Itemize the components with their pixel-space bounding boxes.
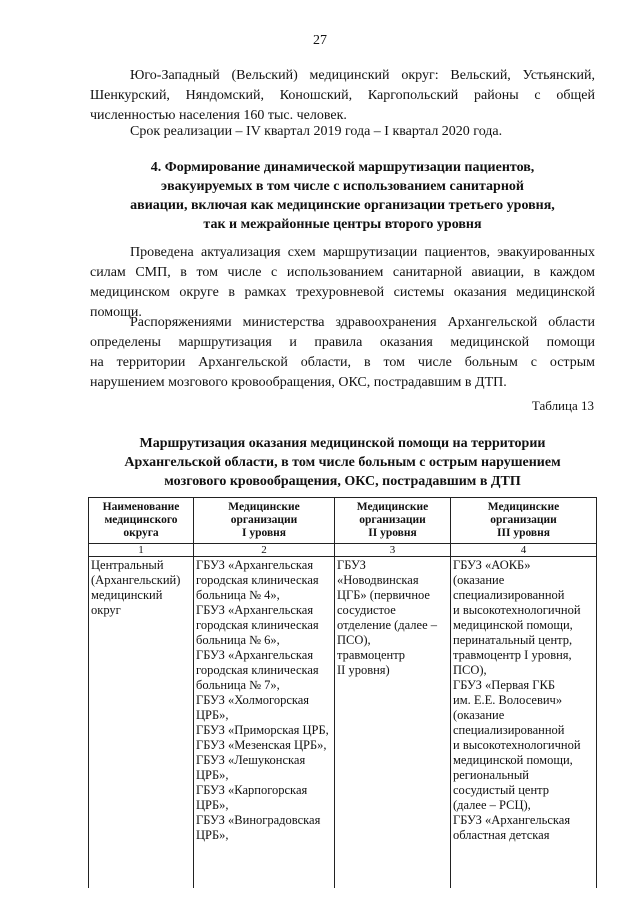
cell-line: ГБУЗ «Архангельская: [196, 558, 314, 572]
header-line: Медицинские: [228, 501, 300, 513]
heading-line: авиации, включая как медицинские организации третьего уровня,: [130, 198, 555, 213]
cell-line: больница № 7»,: [196, 678, 280, 692]
table-title-line: мозгового кровообращения, ОКС, пострадавшим в ДТП: [164, 474, 521, 489]
term-paragraph: [90, 122, 595, 142]
header-level-3: [451, 498, 597, 544]
cell-line: и высокотехнологичной: [453, 603, 581, 617]
cell-line: ГБУЗ «Первая ГКБ: [453, 678, 556, 692]
text-line: Распоряжениями министерства здравоохранения Архангельской области: [130, 315, 595, 330]
header-line: организации: [359, 514, 426, 526]
text-line: на территории Архангельской области, в том числе больным с острым: [90, 355, 595, 370]
section-heading: [90, 158, 595, 234]
text-line: определены маршрутизация и правила оказания медицинской помощи: [90, 335, 595, 350]
page-number: 27: [313, 33, 327, 48]
cell-line: ГБУЗ «Архангельская: [196, 603, 314, 617]
table-title: [90, 434, 595, 491]
text-line: Проведена актуализация схем маршрутизации пациентов, эвакуированных: [130, 245, 595, 260]
cell-line: «Новодвинская: [337, 573, 419, 587]
cell-line: (Архангельский): [91, 573, 181, 587]
cell-line: ГБУЗ «Архангельская: [453, 813, 571, 827]
text-line: численностью населения 160 тыс. человек.: [90, 108, 347, 123]
cell-line: травмоцентр: [337, 648, 406, 662]
cell-line: медицинский: [91, 588, 163, 602]
cell-line: ЦГБ» (первичное: [337, 588, 430, 602]
table-title-line: Маршрутизация оказания медицинской помощи на территории: [139, 436, 546, 451]
cell-line: региональный: [453, 768, 529, 782]
cell-line: больница № 6»,: [196, 633, 280, 647]
header-district: [89, 498, 194, 544]
cell-line: перинатальный центр,: [453, 633, 573, 647]
text-line: помощи.: [90, 305, 142, 320]
cell-level-1-orgs: [194, 557, 335, 889]
text-line: Юго-Западный (Вельский) медицинский округ: Вельский, Устьянский,: [130, 68, 595, 83]
cell-line: городская клиническая: [196, 663, 319, 677]
header-line: II уровня: [368, 527, 417, 539]
cell-line: ГБУЗ «Холмогорская: [196, 693, 310, 707]
cell-line: (оказание: [453, 573, 505, 587]
header-line: округа: [123, 527, 159, 539]
intro-paragraph: [90, 66, 595, 126]
table-caption: Таблица 13: [531, 398, 594, 413]
cell-line: специализированной: [453, 723, 565, 737]
header-line: Наименование: [102, 501, 180, 513]
header-level-1: [194, 498, 335, 544]
cell-line: Центральный: [91, 558, 164, 572]
cell-line: II уровня): [337, 663, 390, 677]
cell-line: ГБУЗ «АОКБ»: [453, 558, 531, 572]
header-line: организации: [230, 514, 298, 526]
cell-line: ПСО),: [453, 663, 487, 677]
cell-line: сосудистое: [337, 603, 396, 617]
text-line: Шенкурский, Няндомский, Коношский, Каргопольский районы с общей: [90, 88, 595, 103]
column-number: 4: [451, 544, 597, 557]
table-title-line: Архангельской области, в том числе больным с острым нарушением: [124, 455, 561, 470]
heading-line: эвакуируемых в том числе с использованием санитарной: [161, 179, 524, 194]
header-level-2: [335, 498, 451, 544]
cell-line: ГБУЗ «Виноградовская: [196, 813, 321, 827]
cell-line: ЦРБ»,: [196, 708, 229, 722]
cell-line: городская клиническая: [196, 573, 319, 587]
table-header-row: [89, 498, 597, 544]
paragraph-actualization: [90, 243, 595, 323]
cell-line: областная детская: [453, 828, 550, 842]
cell-line: ГБУЗ «Карпогорская: [196, 783, 308, 797]
header-line: Медицинские: [356, 501, 429, 513]
cell-line: ГБУЗ «Лешуконская: [196, 753, 306, 767]
paragraph-orders: [90, 313, 595, 393]
cell-level-3-orgs: [451, 557, 597, 889]
cell-line: ЦРБ»,: [196, 768, 229, 782]
table-row: [89, 557, 597, 889]
cell-line: больница № 4»,: [196, 588, 280, 602]
cell-line: ГБУЗ «Мезенская ЦРБ»,: [196, 738, 327, 752]
cell-line: (далее – РСЦ),: [453, 798, 531, 812]
cell-line: травмоцентр I уровня,: [453, 648, 572, 662]
cell-line: округ: [91, 603, 121, 617]
cell-line: медицинской помощи,: [453, 618, 573, 632]
cell-line: и высокотехнологичной: [453, 738, 581, 752]
header-line: медицинского: [104, 514, 178, 526]
text-line: медицинском округе в рамках трехуровневой системы оказания медицинской: [90, 285, 595, 300]
header-line: организации: [490, 514, 557, 526]
column-number: 2: [194, 544, 335, 557]
cell-line: ПСО),: [337, 633, 371, 647]
cell-line: городская клиническая: [196, 618, 319, 632]
header-line: III уровня: [497, 527, 550, 539]
cell-line: сосудистый центр: [453, 783, 550, 797]
cell-line: отделение (далее –: [337, 618, 438, 632]
text-line: силам СМП, в том числе с использованием санитарной авиации, в каждом: [90, 265, 595, 280]
column-number-row: [89, 544, 597, 557]
column-number: 1: [89, 544, 194, 557]
text-line: нарушением мозгового кровообращения, ОКС, пострадавшим в ДТП.: [90, 375, 507, 390]
cell-line: ЦРБ»,: [196, 828, 229, 842]
cell-line: ЦРБ»,: [196, 798, 229, 812]
routing-table: [88, 497, 597, 888]
header-line: I уровня: [241, 527, 287, 539]
cell-line: (оказание: [453, 708, 505, 722]
header-line: Медицинские: [487, 501, 560, 513]
text-line: Срок реализации – IV квартал 2019 года – I квартал 2020 года.: [130, 124, 503, 139]
column-number: 3: [335, 544, 451, 557]
cell-district: [89, 557, 194, 889]
heading-line: 4. Формирование динамической маршрутизации пациентов,: [150, 160, 535, 175]
cell-line: медицинской помощи,: [453, 753, 573, 767]
cell-line: ГБУЗ: [337, 558, 366, 572]
cell-line: им. Е.Е. Волосевич»: [453, 693, 563, 707]
cell-level-2-orgs: [335, 557, 451, 889]
cell-line: ГБУЗ «Приморская ЦРБ,: [196, 723, 329, 737]
cell-line: специализированной: [453, 588, 565, 602]
cell-line: ГБУЗ «Архангельская: [196, 648, 314, 662]
heading-line: так и межрайонные центры второго уровня: [203, 217, 482, 232]
